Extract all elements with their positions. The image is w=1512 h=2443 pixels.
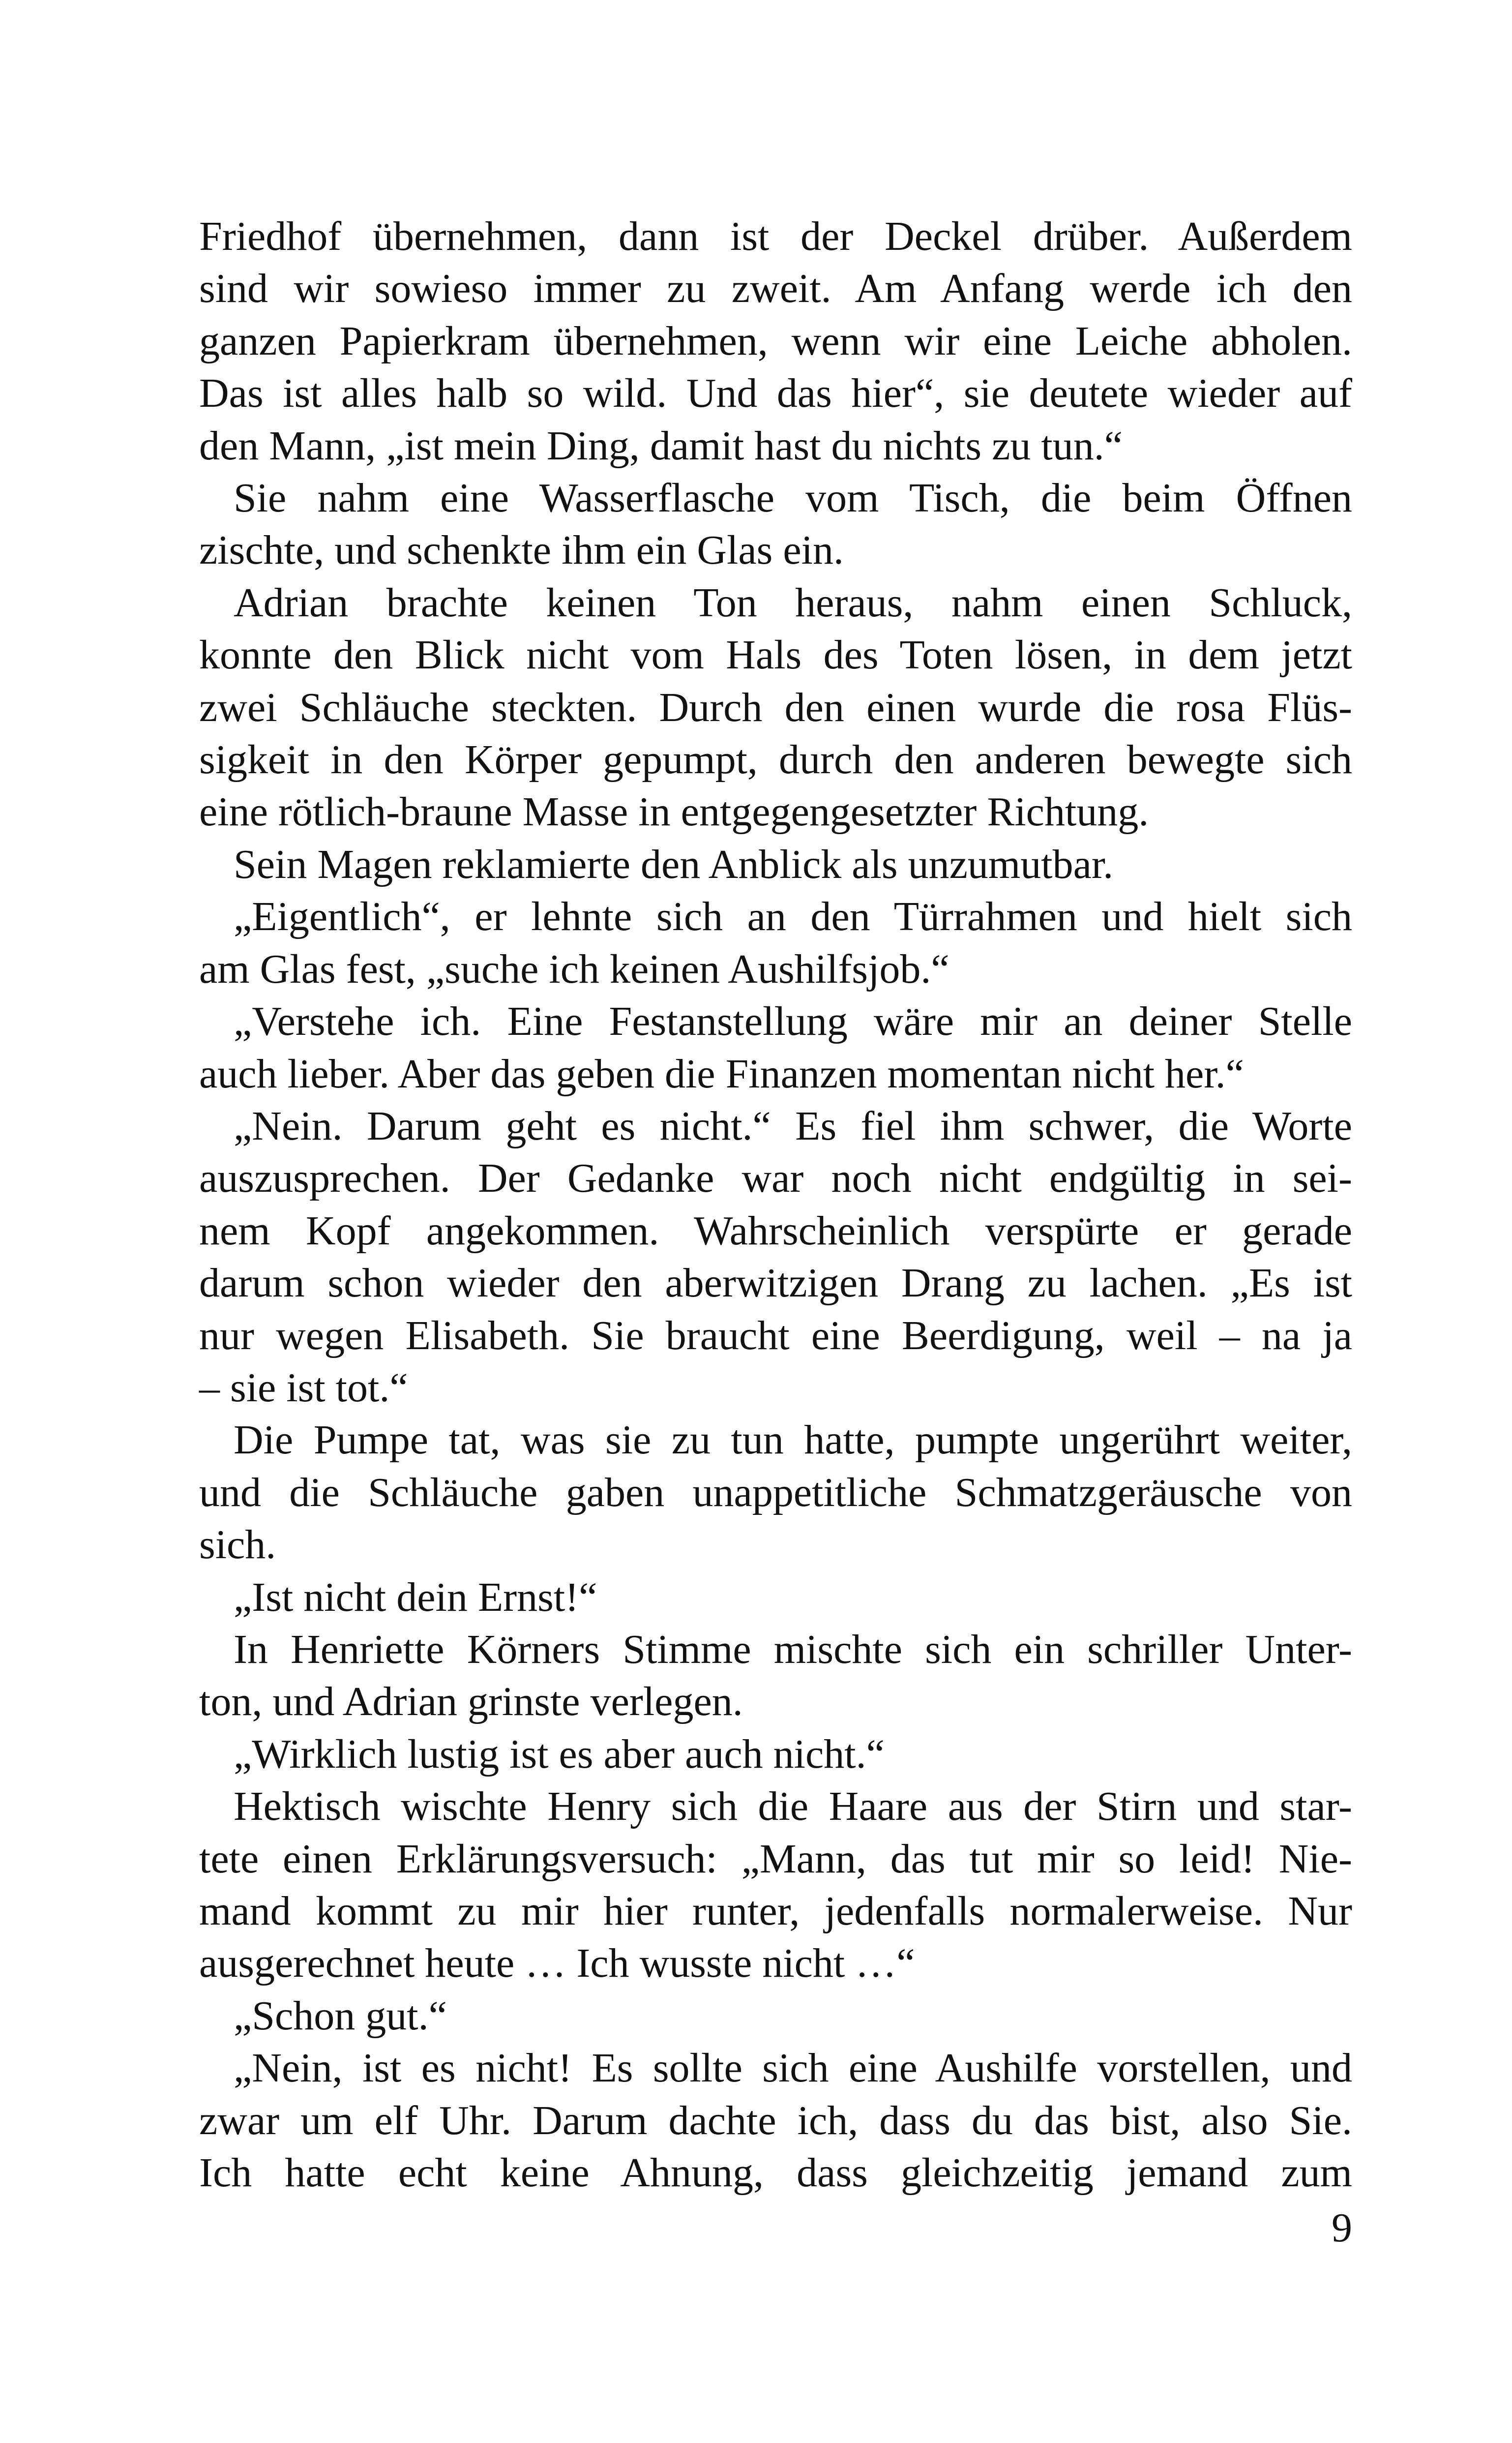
text-line: Adrian brachte keinen Ton heraus, nahm einen Schluck, [234, 579, 1352, 626]
text-line: zwar um elf Uhr. Darum dachte ich, dass du das bist, also Sie. [199, 2097, 1352, 2143]
paragraph [199, 472, 1352, 577]
text-line: zischte, und schenkte ihm ein Glas ein. [199, 527, 844, 573]
text-line: Ich hatte echt keine Ahnung, dass gleichzeitig jemand zum [199, 2150, 1352, 2196]
text-line: „Nein. Darum geht es nicht.“ Es fiel ihm schwer, die Worte [234, 1103, 1352, 1149]
paragraph [199, 1728, 1352, 1780]
text-line: ton, und Adrian grinste verlegen. [199, 1679, 743, 1725]
text-line: nur wegen Elisabeth. Sie braucht eine Beerdigung, weil – na ja [199, 1312, 1352, 1358]
text-line: Das ist alles halb so wild. Und das hier“, sie deutete wieder auf [199, 370, 1352, 417]
text-line: zwei Schläuche steckten. Durch den einen wurde die rosa Flüs- [199, 684, 1352, 730]
text-line: „Schon gut.“ [234, 1992, 447, 2039]
text-line: Friedhof übernehmen, dann ist der Deckel drüber. Außerdem [199, 213, 1352, 259]
text-line: sind wir sowieso immer zu zweit. Am Anfang werde ich den [199, 266, 1352, 312]
text-line: „Ist nicht dein Ernst!“ [234, 1574, 597, 1620]
paragraph [199, 1571, 1352, 1624]
paragraph [199, 1414, 1352, 1571]
text-line: ganzen Papierkram übernehmen, wenn wir eine Leiche abholen. [199, 318, 1352, 364]
text-line: auch lieber. Aber das geben die Finanzen momentan nicht her.“ [199, 1051, 1244, 1097]
text-line: darum schon wieder den aberwitzigen Drang zu lachen. „Es ist [199, 1260, 1352, 1306]
text-line: auszusprechen. Der Gedanke war noch nicht endgültig in sei- [199, 1155, 1352, 1202]
text-line: sigkeit in den Körper gepumpt, durch den anderen bewegte sich [199, 737, 1352, 783]
body-text [199, 211, 1352, 2199]
text-line: nem Kopf angekommen. Wahrscheinlich verspürte er gerade [199, 1207, 1352, 1254]
text-line: Sein Magen reklamierte den Anblick als unzumutbar. [234, 841, 1114, 887]
text-line: und die Schläuche gaben unappetitliche Schmatzgeräusche von [199, 1469, 1352, 1515]
paragraph [199, 995, 1352, 1100]
text-line: „Verstehe ich. Eine Festanstellung wäre mir an deiner Stelle [234, 998, 1352, 1045]
text-line: am Glas fest, „suche ich keinen Aushilfsjob.“ [199, 946, 949, 992]
text-line: Sie nahm eine Wasserflasche vom Tisch, die beim Öffnen [234, 475, 1352, 521]
paragraph [199, 211, 1352, 472]
paragraph [199, 1624, 1352, 1728]
paragraph [199, 2042, 1352, 2199]
text-line: konnte den Blick nicht vom Hals des Toten lösen, in dem jetzt [199, 632, 1352, 678]
text-line: tete einen Erklärungsversuch: „Mann, das tut mir so leid! Nie- [199, 1836, 1352, 1882]
text-line: „Nein, ist es nicht! Es sollte sich eine Aushilfe vorstellen, und [234, 2045, 1352, 2091]
text-line: In Henriette Körners Stimme mischte sich ein schriller Unter- [234, 1626, 1352, 1672]
paragraph [199, 1780, 1352, 1990]
text-line: eine rötlich-braune Masse in entgegengesetzter Richtung. [199, 789, 1149, 835]
paragraph [199, 891, 1352, 995]
text-line: Hektisch wischte Henry sich die Haare aus der Stirn und star- [234, 1783, 1352, 1830]
text-line: mand kommt zu mir hier runter, jedenfalls normalerweise. Nur [199, 1888, 1352, 1934]
paragraph [199, 839, 1352, 891]
page-number: 9 [1332, 2205, 1352, 2251]
text-line: sich. [199, 1522, 276, 1568]
text-line: „Eigentlich“, er lehnte sich an den Türrahmen und hielt sich [234, 894, 1352, 940]
paragraph [199, 1990, 1352, 2042]
text-line: ausgerechnet heute … Ich wusste nicht …“ [199, 1940, 915, 1987]
paragraph [199, 1100, 1352, 1414]
text-line: – sie ist tot.“ [199, 1364, 408, 1411]
paragraph [199, 577, 1352, 839]
text-line: „Wirklich lustig ist es aber auch nicht.“ [234, 1731, 885, 1777]
text-line: den Mann, „ist mein Ding, damit hast du nichts zu tun.“ [199, 422, 1123, 469]
text-line: Die Pumpe tat, was sie zu tun hatte, pumpte ungerührt weiter, [234, 1417, 1352, 1463]
